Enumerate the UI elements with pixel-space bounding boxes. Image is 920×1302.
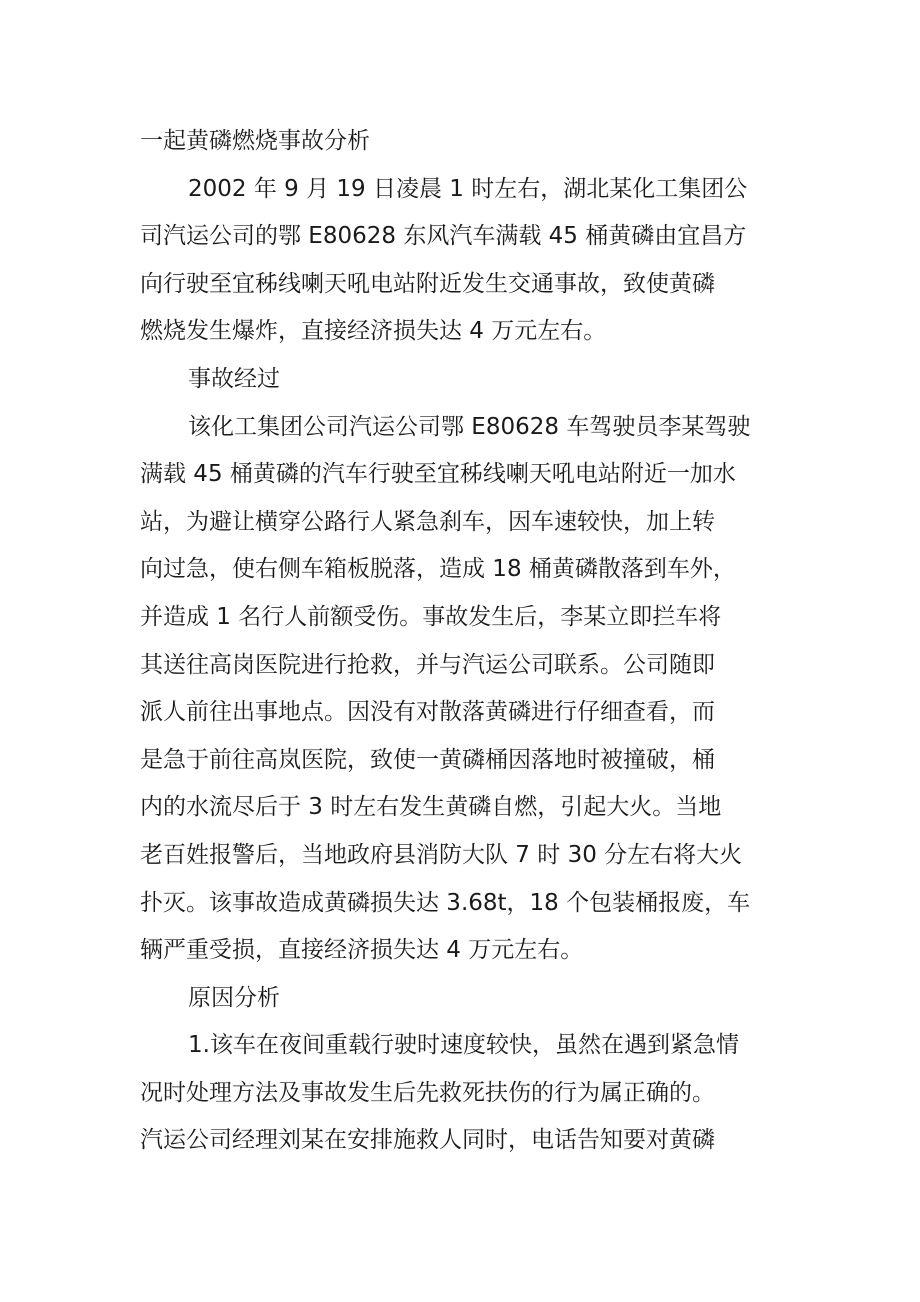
document-title: 一起黄磷燃烧事故分析 xyxy=(140,128,370,154)
paragraph-line: 向过急，使右侧车箱板脱落，造成 18 桶黄磷散落到车外， xyxy=(140,556,736,583)
paragraph-line: 1.该车在夜间重载行驶时速度较快，虽然在遇到紧急情 xyxy=(188,1032,739,1059)
section-heading-cause-analysis: 原因分析 xyxy=(188,984,280,1011)
section-heading-accident-process: 事故经过 xyxy=(188,365,280,392)
paragraph-line: 燃烧发生爆炸，直接经济损失达 4 万元左右。 xyxy=(140,318,607,345)
paragraph-line: 是急于前往高岚医院，致使一黄磷桶因落地时被撞破，桶 xyxy=(140,746,715,773)
paragraph-line: 况时处理方法及事故发生后先救死扶伤的行为属正确的。 xyxy=(140,1079,715,1106)
paragraph-line: 其送往高岗医院进行抢救，并与汽运公司联系。公司随即 xyxy=(140,651,715,678)
paragraph-line: 满载 45 桶黄磷的汽车行驶至宜秭线喇天吼电站附近一加水 xyxy=(140,461,736,488)
paragraph-line: 2002 年 9 月 19 日凌晨 1 时左右，湖北某化工集团公 xyxy=(188,175,748,202)
paragraph-line: 该化工集团公司汽运公司鄂 E80628 车驾驶员李某驾驶 xyxy=(188,413,751,440)
paragraph-line: 并造成 1 名行人前额受伤。事故发生后，李某立即拦车将 xyxy=(140,603,722,630)
paragraph-line: 辆严重受损，直接经济损失达 4 万元左右。 xyxy=(140,937,584,964)
paragraph-line: 派人前往出事地点。因没有对散落黄磷进行仔细查看，而 xyxy=(140,699,715,726)
paragraph-line: 汽运公司经理刘某在安排施救人同时，电话告知要对黄磷 xyxy=(140,1127,715,1154)
paragraph-line: 内的水流尽后于 3 时左右发生黄磷自燃，引起大火。当地 xyxy=(140,794,722,821)
document-body xyxy=(140,118,785,1165)
paragraph-line: 向行驶至宜秭线喇天吼电站附近发生交通事故，致使黄磷 xyxy=(140,270,715,297)
paragraph-line: 司汽运公司的鄂 E80628 东风汽车满载 45 桶黄磷由宜昌方 xyxy=(140,223,747,250)
paragraph-line: 扑灭。该事故造成黄磷损失达 3.68t，18 个包装桶报废，车 xyxy=(140,889,751,916)
paragraph-line: 老百姓报警后，当地政府县消防大队 7 时 30 分左右将大火 xyxy=(140,841,743,868)
paragraph-line: 站，为避让横穿公路行人紧急刹车，因车速较快，加上转 xyxy=(140,508,715,535)
